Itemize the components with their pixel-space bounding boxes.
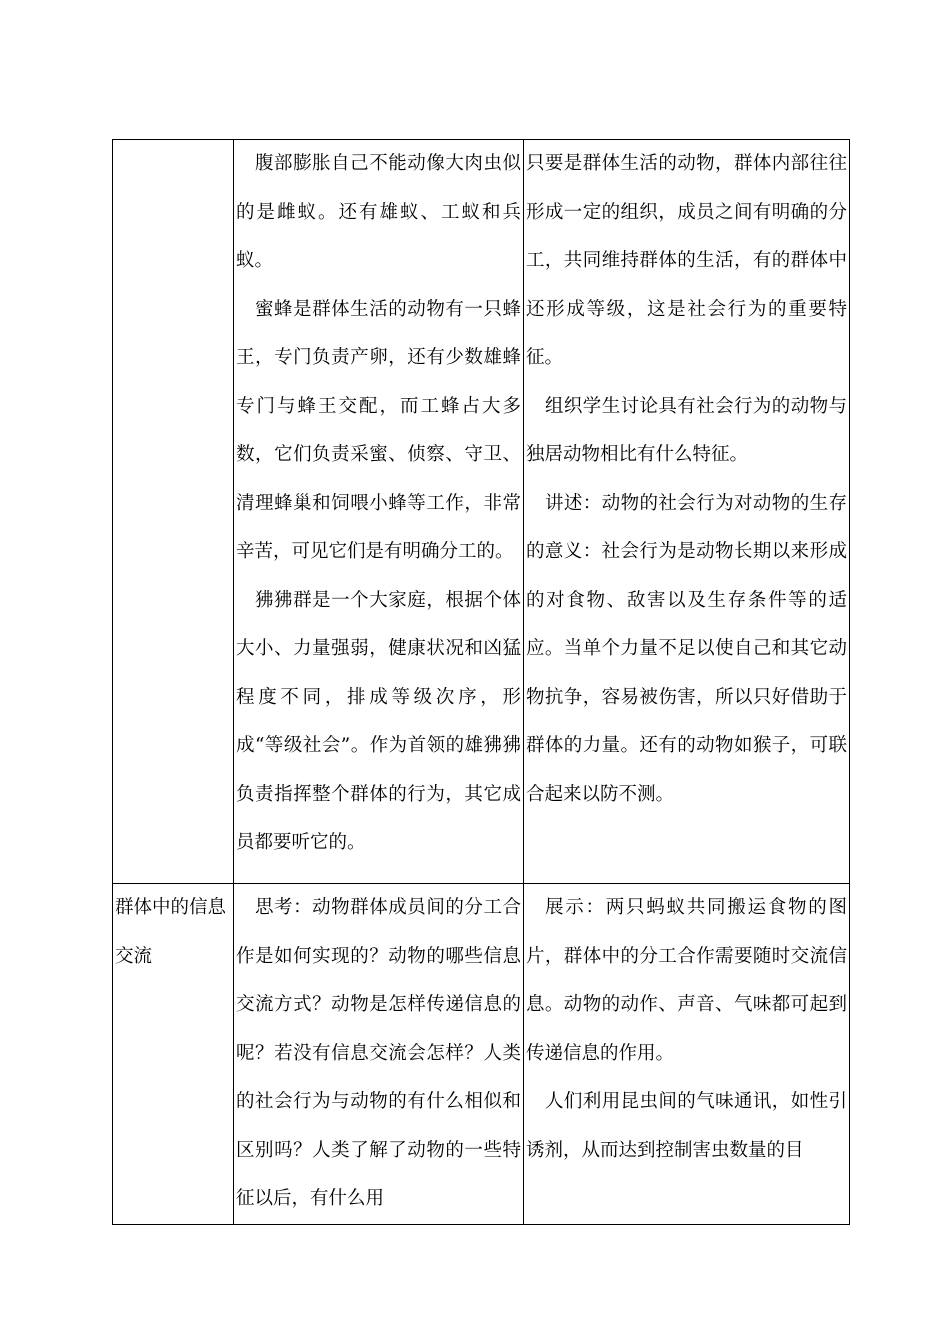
- student-activity-cell: [234, 884, 524, 1225]
- teacher-paragraph: 人们利用昆虫间的气味通讯，如性引诱剂，从而达到控制害虫数量的目: [526, 1091, 847, 1161]
- teacher-paragraph: 讲述：动物的社会行为对动物的生存的意义：社会行为是动物长期以来形成的对食物、敌害以及生存条件等的适应。当单个力量不足以使自己和其它动物抗争，容易被伤害，所以只好借助于群体的力量。还有的动物如猴子，可联合起来以防不测。: [526, 492, 847, 805]
- lesson-plan-table: [112, 139, 850, 1225]
- topic-cell: [113, 140, 234, 884]
- student-paragraph: 腹部膨胀自己不能动像大肉虫似的是雌蚁。还有雄蚁、工蚁和兵蚁。: [236, 153, 521, 271]
- teacher-paragraph: 展示：两只蚂蚁共同搬运食物的图片，群体中的分工合作需要随时交流信息。动物的动作、声音、气味都可起到传递信息的作用。: [526, 897, 847, 1064]
- teacher-paragraph: 只要是群体生活的动物，群体内部往往形成一定的组织，成员之间有明确的分工，共同维持群体的生活，有的群体中还形成等级，这是社会行为的重要特征。: [526, 153, 847, 368]
- teacher-activity-cell: [524, 884, 850, 1225]
- student-paragraph: 蜜蜂是群体生活的动物有一只蜂王，专门负责产卵，还有少数雄蜂专门与蜂王交配，而工蜂占大多数，它们负责采蜜、侦察、守卫、清理蜂巢和饲喂小蜂等工作，非常辛苦，可见它们是有明确分工的。: [236, 298, 521, 562]
- topic-label: 群体中的信息交流: [115, 897, 227, 967]
- student-paragraph: 思考：动物群体成员间的分工合作是如何实现的？动物的哪些信息交流方式？动物是怎样传递信息的呢？若没有信息交流会怎样？人类的社会行为与动物的有什么相似和区别吗？人类了解了动物的一些特征以后，有什么用: [236, 897, 521, 1209]
- student-activity-cell: [234, 140, 524, 884]
- table-row: [113, 140, 850, 884]
- teacher-paragraph: 组织学生讨论具有社会行为的动物与独居动物相比有什么特征。: [526, 395, 847, 465]
- topic-cell: [113, 884, 234, 1225]
- student-paragraph: 狒狒群是一个大家庭，根据个体大小、力量强弱，健康状况和凶猛程度不同，排成等级次序，形成“等级社会”。作为首领的雄狒狒负责指挥整个群体的行为，其它成员都要听它的。: [236, 589, 521, 853]
- teacher-activity-cell: [524, 140, 850, 884]
- table-row: [113, 884, 850, 1225]
